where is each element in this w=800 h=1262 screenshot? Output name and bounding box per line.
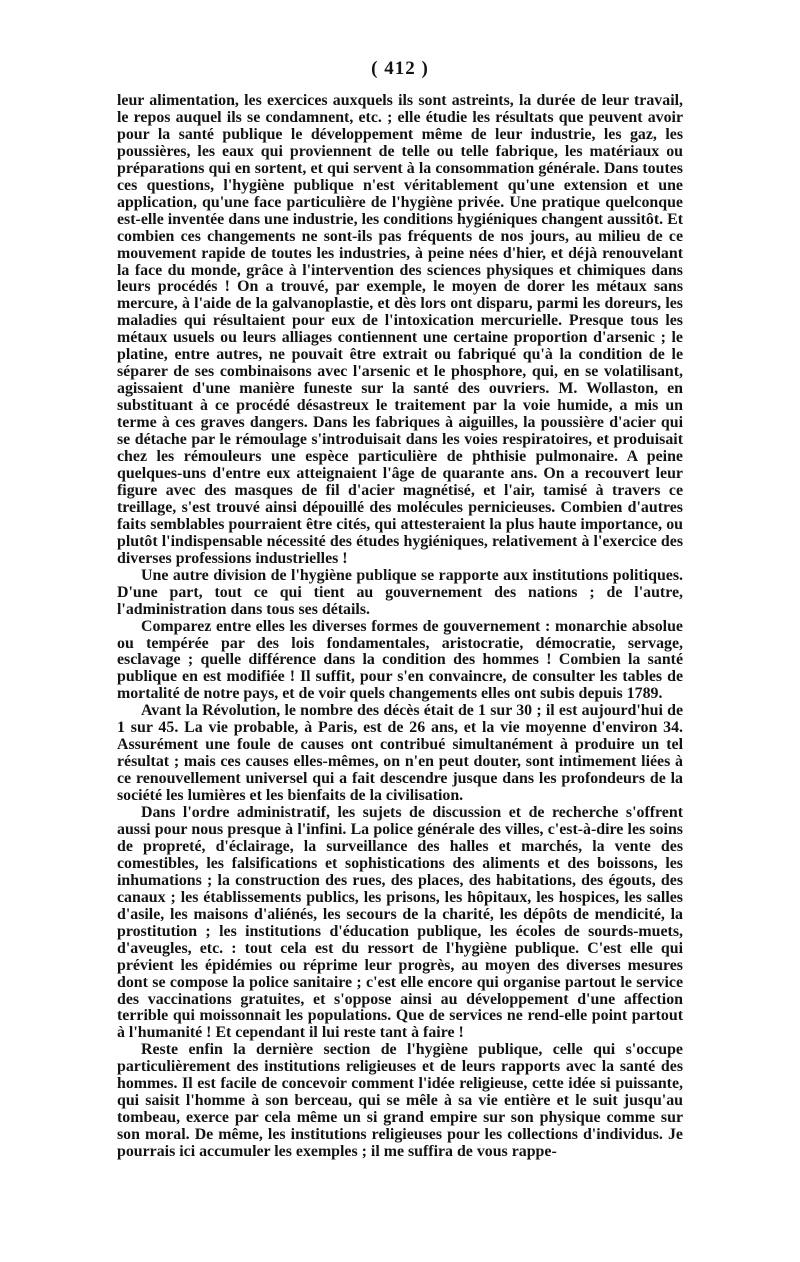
paragraph-forms-of-government: Comparez entre elles les diverses formes de gouvernement : monarchie absolue ou tempérée par des lois fondamentales, aristocratie, démocratie, servage, esclavage ; quelle différence dans la condition des hommes ! Combien la santé publique en est modifiée ! Il suffit, pour s'en convaincre, de consulter les tables de mortalité de notre pays, et de voir quels changements elles ont subis depuis 1789. xyxy=(117,617,683,703)
paragraph-mortality-statistics: Avant la Révolution, le nombre des décès était de 1 sur 30 ; il est aujourd'hui de 1 sur 45. La vie probable, à Paris, est de 26 ans, et la vie moyenne d'environ 34. Assurément une foule de causes ont contribué simultanément à produire un tel résultat ; mais ces causes elles-mêmes, on n'en peut douter, sont intimement liées à ce renouvellement universel qui a fait descendre jusque dans les profondeurs de la société les lumières et les bienfaits de la civilisation. xyxy=(117,702,683,805)
paragraph-industrial-hygiene: leur alimentation, les exercices auxquels ils sont astreints, la durée de leur travail, le repos auquel ils se condamnent, etc. ; elle étudie les résultats que peuvent avoir pour la santé publique le développement même de leur industrie, les gaz, les poussières, les eaux qui proviennent de telle ou telle fabrique, les matériaux ou préparations qui en sortent, et qui servent à la consommation générale. Dans toutes ces questions, l'hygiène publique n'est véritablement qu'une extension et une application, qu'une face particulière de l'hygiène privée. Une pratique quelconque est-elle inventée dans une industrie, les conditions hygiéniques changent aussitôt. Et combien ces changements ne sont-ils pas fréquents de nos jours, au milieu de ce mouvement rapide de toutes les industries, à peine nées d'hier, et déjà renouvelant la face du monde, grâce à l'intervention des sciences physiques et chimiques dans leurs procédés ! On a trouvé, par exemple, le moyen de dorer les métaux sans mercure, à l'aide de la galvanoplastie, et dès lors ont disparu, parmi les doreurs, les maladies qui résultaient pour eux de l'intoxication mercurielle. Presque tous les métaux usuels ou leurs alliages contiennent une certaine proportion d'arsenic ; le platine, entre autres, ne pouvait être extrait ou fabriqué qu'à la condition de le séparer de ses combinaisons avec l'arsenic et le phosphore, qui, en se volatilisant, agissaient d'une manière funeste sur la santé des ouvriers. M. Wollaston, en substituant à ce procédé désastreux le traitement par la voie humide, a mis un terme à ces graves dangers. Dans les fabriques à aiguilles, la poussière d'acier qui se détache par le rémoulage s'introduisait dans les voies respiratoires, et produisait chez les rémouleurs une espèce particulière de phthisie pulmonaire. A peine quelques-uns d'entre eux atteignaient l'âge de quarante ans. On a recouvert leur figure avec des masques de fil d'acier magnétisé, et l'air, tamisé à travers ce treillage, s'est trouvé ainsi dépouillé des molécules pernicieuses. Combien d'autres faits semblables pourraient être cités, qui attesteraient la plus haute importance, ou plutôt l'indispensable nécessité des études hygiéniques, relativement à l'exercice des diverses professions industrielles ! xyxy=(117,92,683,567)
page-number: ( 412 ) xyxy=(371,58,429,79)
paragraph-religious-institutions: Reste enfin la dernière section de l'hygiène publique, celle qui s'occupe particulièrement des institutions religieuses et de leurs rapports avec la santé des hommes. Il est facile de concevoir comment l'idée religieuse, cette idée si puissante, qui saisit l'homme à son berceau, qui se mêle à sa vie entière et le suit jusqu'au tombeau, exerce par cela même un si grand empire sur son physique comme sur son moral. De même, les institutions religieuses pour les collections d'individus. Je pourrais ici accumuler les exemples ; il me suffira de vous rappe- xyxy=(117,1041,683,1161)
paragraph-administrative-order: Dans l'ordre administratif, les sujets de discussion et de recherche s'offrent aussi pour nous presque à l'infini. La police générale des villes, c'est-à-dire les soins de propreté, d'éclairage, la surveillance des halles et marchés, la vente des comestibles, les falsifications et sophistications des aliments et des boissons, les inhumations ; la construction des rues, des places, des habitations, des égouts, des canaux ; les établissements publics, les prisons, les hôpitaux, les hospices, les salles d'asile, les maisons d'aliénés, les secours de la charité, les dépôts de mendicité, la prostitution ; les institutions d'éducation publique, les écoles de sourds-muets, d'aveugles, etc. : tout cela est du ressort de l'hygiène publique. C'est elle qui prévient les épidémies ou réprime leur progrès, au moyen des diverses mesures dont se compose la police sanitaire ; c'est elle encore qui organise partout le service des vaccinations gratuites, et s'oppose ainsi au développement d'une affection terrible qui moissonnait les populations. Que de services ne rend-elle point partout à l'humanité ! Et cependant il lui reste tant à faire ! xyxy=(117,804,683,1042)
paragraph-political-institutions: Une autre division de l'hygiène publique se rapporte aux institutions politiques. D'une part, tout ce qui tient au gouvernement des nations ; de l'autre, l'administration dans tous ses détails. xyxy=(117,566,683,618)
page-body xyxy=(117,93,683,1161)
